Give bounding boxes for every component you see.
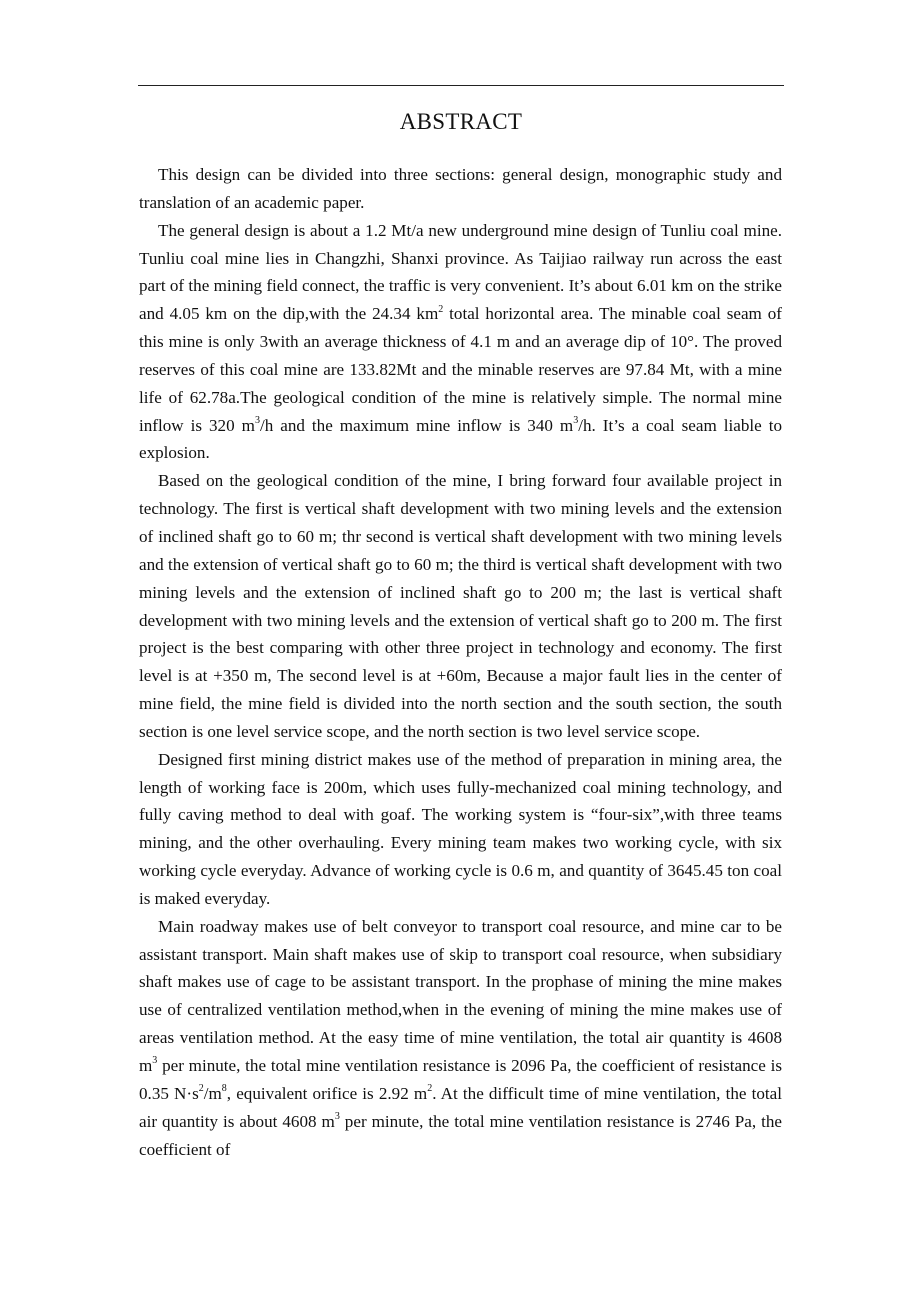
abstract-paragraph [139, 467, 782, 745]
paragraph-text: Based on the geological condition of the mine, I bring forward four available project in technology. The first is vertical shaft development with two mining levels and the extension of inclined shaft go to 60 m; thr second is vertical shaft development with two mining levels and the extension of vertical shaft go to 60 m; the third is vertical shaft development with two mining levels and the extension of inclined shaft go to 200 m; the last is vertical shaft development with two mining levels and the extension of vertical shaft go to 200 m. The first project is the best comparing with other three project in technology and economy. The first level is at +350 m, The second level is at +60m, Because a major fault lies in the center of mine field, the mine field is divided into the north section and the south section, the south section is one level service scope, and the north section is two level service scope. [139, 471, 782, 741]
abstract-paragraph [139, 746, 782, 913]
header-rule [138, 85, 784, 86]
paragraph-text: per minute, the total mine ventilation resistance is 2746 Pa, the coefficient of [139, 1111, 782, 1159]
abstract-paragraph [139, 913, 782, 1164]
superscript: 3 [254, 414, 260, 426]
superscript: 2 [198, 1083, 204, 1095]
abstract-paragraph [139, 217, 782, 468]
paragraph-text: This design can be divided into three sections: general design, monographic study and translation of an academic paper. [139, 165, 782, 212]
superscript: 3 [152, 1055, 158, 1067]
abstract-paragraph [139, 161, 782, 217]
paragraph-text: Designed first mining district makes use of the method of preparation in mining area, the length of working face is 200m, which uses fully-mechanized coal mining technology, and fully caving method to deal with goaf. The working system is “four-six”,with three teams mining, and the other overhauling. Every mining team makes two working cycle, with six working cycle everyday. Advance of working cycle is 0.6 m, and quantity of 3645.45 ton coal is maked everyday. [139, 749, 782, 908]
superscript: 2 [427, 1083, 433, 1095]
paragraph-text: per minute, the total mine ventilation resistance is 2096 Pa, the coefficient of resistance is 0.35 N·s [139, 1056, 782, 1103]
superscript: 2 [438, 303, 444, 315]
paragraph-text: . At the difficult time of mine ventilation, the total air quantity is about 4608 m [139, 1083, 782, 1131]
paragraph-text: total horizontal area. The minable coal seam of this mine is only 3with an average thickness of 4.1 m and an average dip of 10°. The proved reserves of this coal mine are 133.82Mt and the minable reserves are 97.84 Mt, with a mine life of 62.78a.The geological condition of the mine is relatively simple. The normal mine inflow is 320 m [139, 304, 782, 435]
page-title: ABSTRACT [399, 109, 523, 134]
superscript: 3 [573, 414, 579, 426]
paragraph-text: /m [203, 1083, 222, 1103]
paragraph-text: /h and the maximum mine inflow is 340 m [259, 415, 574, 435]
superscript: 3 [334, 1111, 340, 1122]
abstract-body [139, 161, 782, 1163]
paragraph-text: The general design is about a 1.2 Mt/a new underground mine design of Tunliu coal mine. Tunliu coal mine lies in Changzhi, Shanxi province. As Taijiao railway run across the east part of the mining field connect, the traffic is very convenient. It’s about 6.01 km on the strike and 4.05 km on the dip,with the 24.34 km [139, 220, 782, 324]
paragraph-text: , equivalent orifice is 2.92 m [226, 1083, 428, 1103]
paragraph-text: Main roadway makes use of belt conveyor to transport coal resource, and mine car to be assistant transport. Main shaft makes use of skip to transport coal resource, when subsidiary shaft makes use of cage to be assistant transport. In the prophase of mining the mine makes use of centralized ventilation method,when in the evening of mining the mine makes use of areas ventilation method. At the easy time of mine ventilation, the total air quantity is 4608 m [139, 916, 782, 1075]
paragraph-text: /h. It’s a coal seam liable to explosion. [139, 415, 783, 463]
superscript: 8 [221, 1083, 227, 1095]
